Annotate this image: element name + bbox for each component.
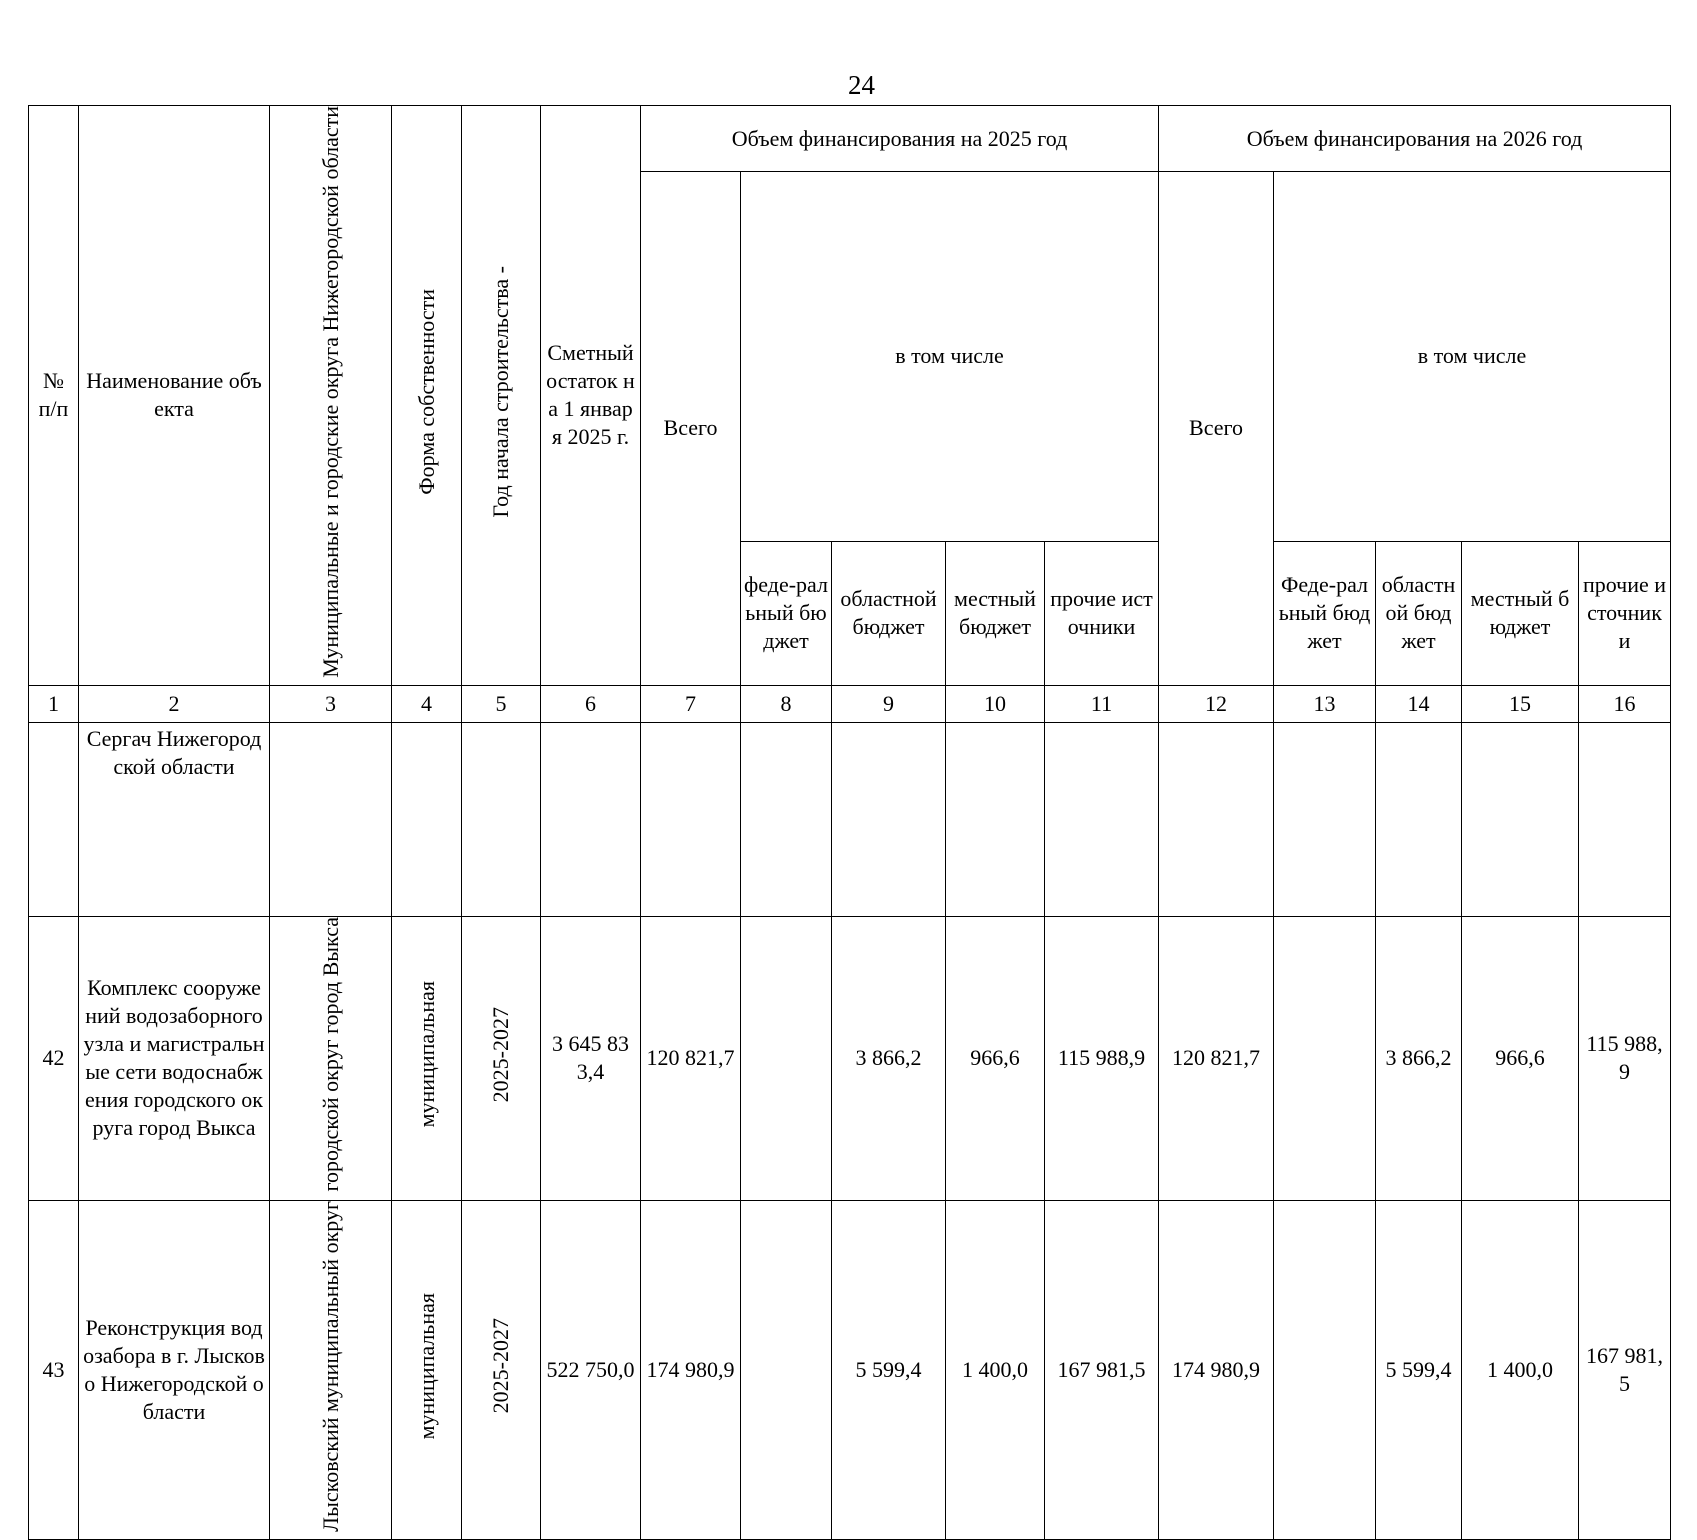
other-2025: 115 988,9 xyxy=(1045,916,1159,1200)
column-number: 13 xyxy=(1274,685,1376,722)
regional-2026: 5 599,4 xyxy=(1376,1200,1462,1539)
municipality xyxy=(270,722,392,916)
header-regional-2025: областной бюджет xyxy=(832,541,946,685)
local-2025: 1 400,0 xyxy=(946,1200,1045,1539)
table-row xyxy=(29,722,1671,916)
other-2025 xyxy=(1045,722,1159,916)
start-year: 2025-2027 xyxy=(462,916,541,1200)
local-2026 xyxy=(1462,722,1579,916)
object-name: Реконструкция водозабора в г. Лысково Нижегородской области xyxy=(79,1200,270,1539)
financing-table xyxy=(28,105,1671,1540)
municipality: Лысковский муниципальный округ xyxy=(270,1200,392,1539)
regional-2026 xyxy=(1376,722,1462,916)
page-number: 24 xyxy=(848,70,875,100)
column-number: 12 xyxy=(1159,685,1274,722)
total-2026: 174 980,9 xyxy=(1159,1200,1274,1539)
row-num xyxy=(29,722,79,916)
header-total-2026: Всего xyxy=(1159,172,1274,686)
header-name: Наименование объекта xyxy=(79,106,270,686)
regional-2025: 5 599,4 xyxy=(832,1200,946,1539)
header-row-1 xyxy=(29,106,1671,172)
regional-2025 xyxy=(832,722,946,916)
header-local-2026: местный бюджет xyxy=(1462,541,1579,685)
column-number: 10 xyxy=(946,685,1045,722)
header-total-2025: Всего xyxy=(641,172,741,686)
header-ownership: Форма собственности xyxy=(392,106,462,686)
total-2025 xyxy=(641,722,741,916)
other-2026: 115 988,9 xyxy=(1579,916,1671,1200)
row-num: 43 xyxy=(29,1200,79,1539)
column-number: 5 xyxy=(462,685,541,722)
local-2025 xyxy=(946,722,1045,916)
column-number-row xyxy=(29,685,1671,722)
other-2026 xyxy=(1579,722,1671,916)
federal-2025 xyxy=(741,1200,832,1539)
other-2026: 167 981,5 xyxy=(1579,1200,1671,1539)
header-municipal: Муниципальные и городские округа Нижегородской области xyxy=(270,106,392,686)
table-row xyxy=(29,916,1671,1200)
object-name: Комплекс сооружений водозаборного узла и магистральные сети водоснабжения городского округа город Выкса xyxy=(79,916,270,1200)
object-name: Сергач Нижегородской области xyxy=(79,722,270,916)
federal-2026 xyxy=(1274,916,1376,1200)
header-incl-2025: в том числе xyxy=(741,172,1159,542)
header-estimate: Сметный остаток на 1 января 2025 г. xyxy=(541,106,641,686)
header-incl-2026: в том числе xyxy=(1274,172,1671,542)
header-group-2025: Объем финансирования на 2025 год xyxy=(641,106,1159,172)
column-number: 4 xyxy=(392,685,462,722)
column-number: 16 xyxy=(1579,685,1671,722)
estimate-balance: 3 645 833,4 xyxy=(541,916,641,1200)
header-federal-2025: феде-ральный бюджет xyxy=(741,541,832,685)
column-number: 2 xyxy=(79,685,270,722)
ownership: муниципальная xyxy=(392,916,462,1200)
ownership: муниципальная xyxy=(392,1200,462,1539)
federal-2025 xyxy=(741,916,832,1200)
column-number: 15 xyxy=(1462,685,1579,722)
header-other-2025: прочие источники xyxy=(1045,541,1159,685)
total-2025: 174 980,9 xyxy=(641,1200,741,1539)
header-start-year: Год начала строительства - xyxy=(462,106,541,686)
estimate-balance: 522 750,0 xyxy=(541,1200,641,1539)
local-2026: 966,6 xyxy=(1462,916,1579,1200)
regional-2026: 3 866,2 xyxy=(1376,916,1462,1200)
column-number: 6 xyxy=(541,685,641,722)
header-other-2026: прочие источники xyxy=(1579,541,1671,685)
row-num: 42 xyxy=(29,916,79,1200)
header-num: № п/п xyxy=(29,106,79,686)
local-2026: 1 400,0 xyxy=(1462,1200,1579,1539)
total-2026: 120 821,7 xyxy=(1159,916,1274,1200)
start-year xyxy=(462,722,541,916)
column-number: 14 xyxy=(1376,685,1462,722)
header-regional-2026: областной бюджет xyxy=(1376,541,1462,685)
header-federal-2026: Феде-ральный бюджет xyxy=(1274,541,1376,685)
column-number: 11 xyxy=(1045,685,1159,722)
other-2025: 167 981,5 xyxy=(1045,1200,1159,1539)
column-number: 1 xyxy=(29,685,79,722)
federal-2025 xyxy=(741,722,832,916)
regional-2025: 3 866,2 xyxy=(832,916,946,1200)
total-2026 xyxy=(1159,722,1274,916)
municipality: городской округ город Выкса xyxy=(270,916,392,1200)
federal-2026 xyxy=(1274,1200,1376,1539)
column-number: 7 xyxy=(641,685,741,722)
total-2025: 120 821,7 xyxy=(641,916,741,1200)
column-number: 9 xyxy=(832,685,946,722)
column-number: 8 xyxy=(741,685,832,722)
table-row xyxy=(29,1200,1671,1539)
estimate-balance xyxy=(541,722,641,916)
ownership xyxy=(392,722,462,916)
header-group-2026: Объем финансирования на 2026 год xyxy=(1159,106,1671,172)
column-number: 3 xyxy=(270,685,392,722)
federal-2026 xyxy=(1274,722,1376,916)
local-2025: 966,6 xyxy=(946,916,1045,1200)
header-local-2025: местный бюджет xyxy=(946,541,1045,685)
start-year: 2025-2027 xyxy=(462,1200,541,1539)
